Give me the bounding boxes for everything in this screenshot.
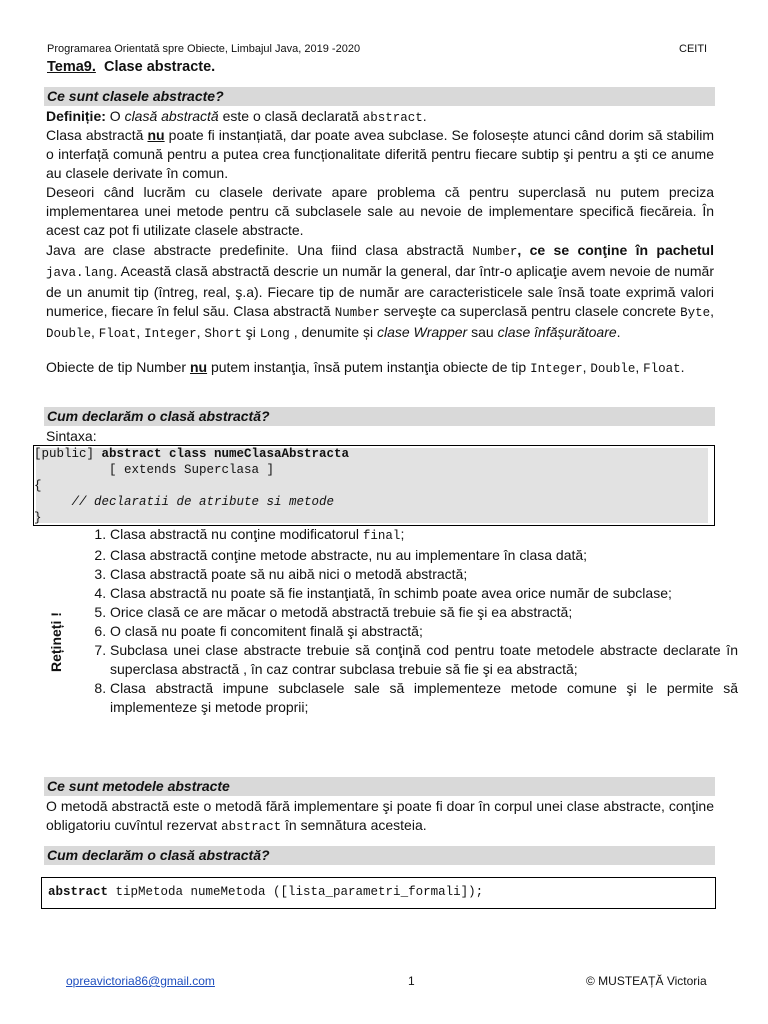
code-number: Number bbox=[334, 306, 380, 320]
code-line bbox=[34, 446, 349, 463]
code-line: { bbox=[34, 479, 42, 493]
list-item: 6. O clasă nu poate fi concomitent finală şi abstractă; bbox=[110, 622, 738, 641]
code-keyword: abstract bbox=[221, 820, 282, 834]
rule-tail: ; bbox=[400, 526, 405, 542]
text-span: este o clasă declarată bbox=[218, 108, 363, 124]
code-bold: abstract class numeClasaAbstracta bbox=[101, 447, 350, 461]
text-span: sau bbox=[467, 324, 498, 340]
rules-list bbox=[70, 525, 738, 717]
list-item: 5. Orice clasă ce are măcar o metodă abstractă trebuie să fie şi ea abstractă; bbox=[110, 603, 738, 622]
text-span: . bbox=[680, 359, 685, 375]
code-final: final bbox=[362, 529, 401, 543]
paragraph-number-instances: Obiecte de tip Number nu putem instanţia, însă putem instanţia obiecte de tip Integer, Double, Float. bbox=[46, 359, 685, 376]
text-span: O bbox=[105, 108, 125, 124]
code-float: Float bbox=[98, 327, 137, 341]
header-course: Programarea Orientată spre Obiecte, Limbajul Java, 2019 -2020 bbox=[47, 43, 361, 55]
definition-term: clasă abstractă bbox=[124, 108, 219, 124]
text-span: Clasa abstractă bbox=[46, 127, 148, 143]
page-number: 1 bbox=[408, 974, 415, 988]
copyright: © MUSTEAȚĂ Victoria bbox=[586, 974, 707, 988]
section-heading-declare-class: Cum declarăm o clasă abstractă? bbox=[44, 407, 715, 426]
paragraph-number-class: Java are clase abstracte predefinite. Una fiind clasa abstractă Number, ce se conţine în pachetul java.lang. Această clasă abstractă descrie un număr la general, dar într-o aplicaţie avem nevoie de număr de un anumit tip (întreg, real, ş.a). Fiecare tip de număr are caracteristicele sale însă toate exprimă valori numerice, fiecare în felul său. Clasa abstractă Number serveşte ca superclasă pentru clasele concrete Byte, Double, Float, Integer, Short şi Long , denumite și clase Wrapper sau clase înfășurătoare. bbox=[46, 242, 714, 341]
text-span: şi bbox=[241, 324, 260, 340]
rule-text: Clasa abstractă nu conţine modificatorul bbox=[110, 526, 363, 542]
text-span: poate fi instanțiată, dar poate avea subclase. Se folosește atunci când dorim să stabilim o interfață comună pentru a putea crea funcționalitate diferită pentru fiecare subtip şi pentru a şti ce anume au clasele derivate în comun. bbox=[46, 127, 714, 181]
code-integer: Integer bbox=[144, 327, 197, 341]
text-span: Obiecte de tip Number bbox=[46, 359, 190, 375]
code-java-lang: java.lang bbox=[46, 266, 114, 280]
paragraph-instantiation bbox=[46, 126, 714, 183]
list-item: 7. Subclasa unei clase abstracte trebuie să conţină cod pentru toate metodele abstracte declarate în superclasa abstractă , în caz contrar subclasa trebuie să fie şi ea abstractă; bbox=[110, 641, 738, 679]
method-syntax-code-block bbox=[41, 877, 716, 909]
text-span: . Această clasă abstractă descrie un număr la general, dar într-o aplicaţie avem nevoie de număr de un anumit tip (întreg, real, ş.a). Fiecare tip de număr are caracteristicele sale însă toate exprimă valori numerice, fiecare în felul său. Clasa abstractă bbox=[46, 263, 714, 319]
emphasis-nu: nu bbox=[189, 359, 208, 375]
code-number: Number bbox=[472, 245, 518, 259]
code-line: // declaratii de atribute si metode bbox=[34, 495, 335, 509]
section-heading-abstract-classes: Ce sunt clasele abstracte? bbox=[44, 87, 715, 106]
text-span: Java are clase abstracte predefinite. Una fiind clasa abstractă bbox=[46, 242, 473, 258]
reminder-label: Rețineți ! bbox=[48, 612, 64, 672]
code-line bbox=[48, 884, 483, 901]
code-bold: abstract bbox=[48, 885, 109, 899]
definition-paragraph bbox=[46, 107, 714, 128]
code-text: [public] bbox=[34, 447, 102, 461]
paragraph-abstract-methods bbox=[46, 797, 714, 837]
list-item bbox=[110, 525, 738, 546]
text-span: , denumite și bbox=[289, 324, 377, 340]
text-span: O metodă abstractă este o metodă fără implementare şi poate fi doar în corpul unei clase abstracte, conţine obligatoriu cuvîntul rezervat bbox=[46, 798, 714, 833]
code-byte: Byte bbox=[680, 306, 711, 320]
italic-wrapper: clase Wrapper bbox=[376, 324, 468, 340]
section-heading-abstract-methods: Ce sunt metodele abstracte bbox=[44, 777, 715, 796]
text-span: , ce se conţine în pachetul bbox=[517, 242, 714, 258]
code-float: Float bbox=[643, 362, 681, 376]
section-heading-declare-method: Cum declarăm o clasă abstractă? bbox=[44, 846, 715, 865]
definition-label: Definiție: bbox=[46, 108, 106, 124]
class-syntax-code-block bbox=[33, 445, 715, 526]
code-double: Double bbox=[46, 327, 92, 341]
text-span: putem instanţia, însă putem instanţia obiecte de tip bbox=[207, 359, 531, 375]
text-span: . bbox=[422, 108, 427, 124]
text-span: serveşte ca superclasă pentru clasele concrete bbox=[379, 303, 681, 319]
text-span: . bbox=[616, 324, 621, 340]
code-double: Double bbox=[590, 362, 636, 376]
code-line: [ extends Superclasa ] bbox=[34, 463, 275, 477]
paragraph-derived-classes: Deseori când lucrăm cu clasele derivate apare problema că pentru superclasă nu putem preciza implementarea unei metode pentru că subclasele sale au nevoie de implementare specifică fiecăreia. În acest caz pot fi utilizate clasele abstracte. bbox=[46, 184, 714, 238]
syntax-label: Sintaxa: bbox=[46, 428, 97, 444]
emphasis-nu: nu bbox=[147, 127, 165, 143]
text-span: în semnătura acesteia. bbox=[281, 817, 427, 833]
code-line: } bbox=[34, 511, 42, 525]
list-item: 4. Clasa abstractă nu poate să fie instanţiată, în schimb poate avea orice număr de subclase; bbox=[110, 584, 738, 603]
code-long: Long bbox=[259, 327, 290, 341]
code-text: tipMetoda numeMetoda ([lista_parametri_formali]); bbox=[108, 885, 484, 899]
list-item: 2. Clasa abstractă conţine metode abstracte, nu au implementare în clasa dată; bbox=[110, 546, 738, 565]
header-org: CEITI bbox=[679, 43, 708, 55]
list-item: 8. Clasa abstractă impune subclasele sale să implementeze metode comune şi le permite să implementeze şi metode proprii; bbox=[110, 679, 738, 717]
title-text: Clase abstracte. bbox=[103, 59, 216, 75]
list-item: 3. Clasa abstractă poate să nu aibă nici o metodă abstractă; bbox=[110, 565, 738, 584]
italic-infasuratoare: clase înfășurătoare bbox=[497, 324, 617, 340]
code-integer: Integer bbox=[530, 362, 583, 376]
author-email-link[interactable]: opreavictoria86@gmail.com bbox=[66, 974, 215, 988]
title-prefix: Tema9. bbox=[47, 59, 96, 75]
code-short: Short bbox=[204, 327, 242, 341]
page-title bbox=[47, 59, 215, 75]
code-keyword: abstract bbox=[362, 111, 423, 125]
